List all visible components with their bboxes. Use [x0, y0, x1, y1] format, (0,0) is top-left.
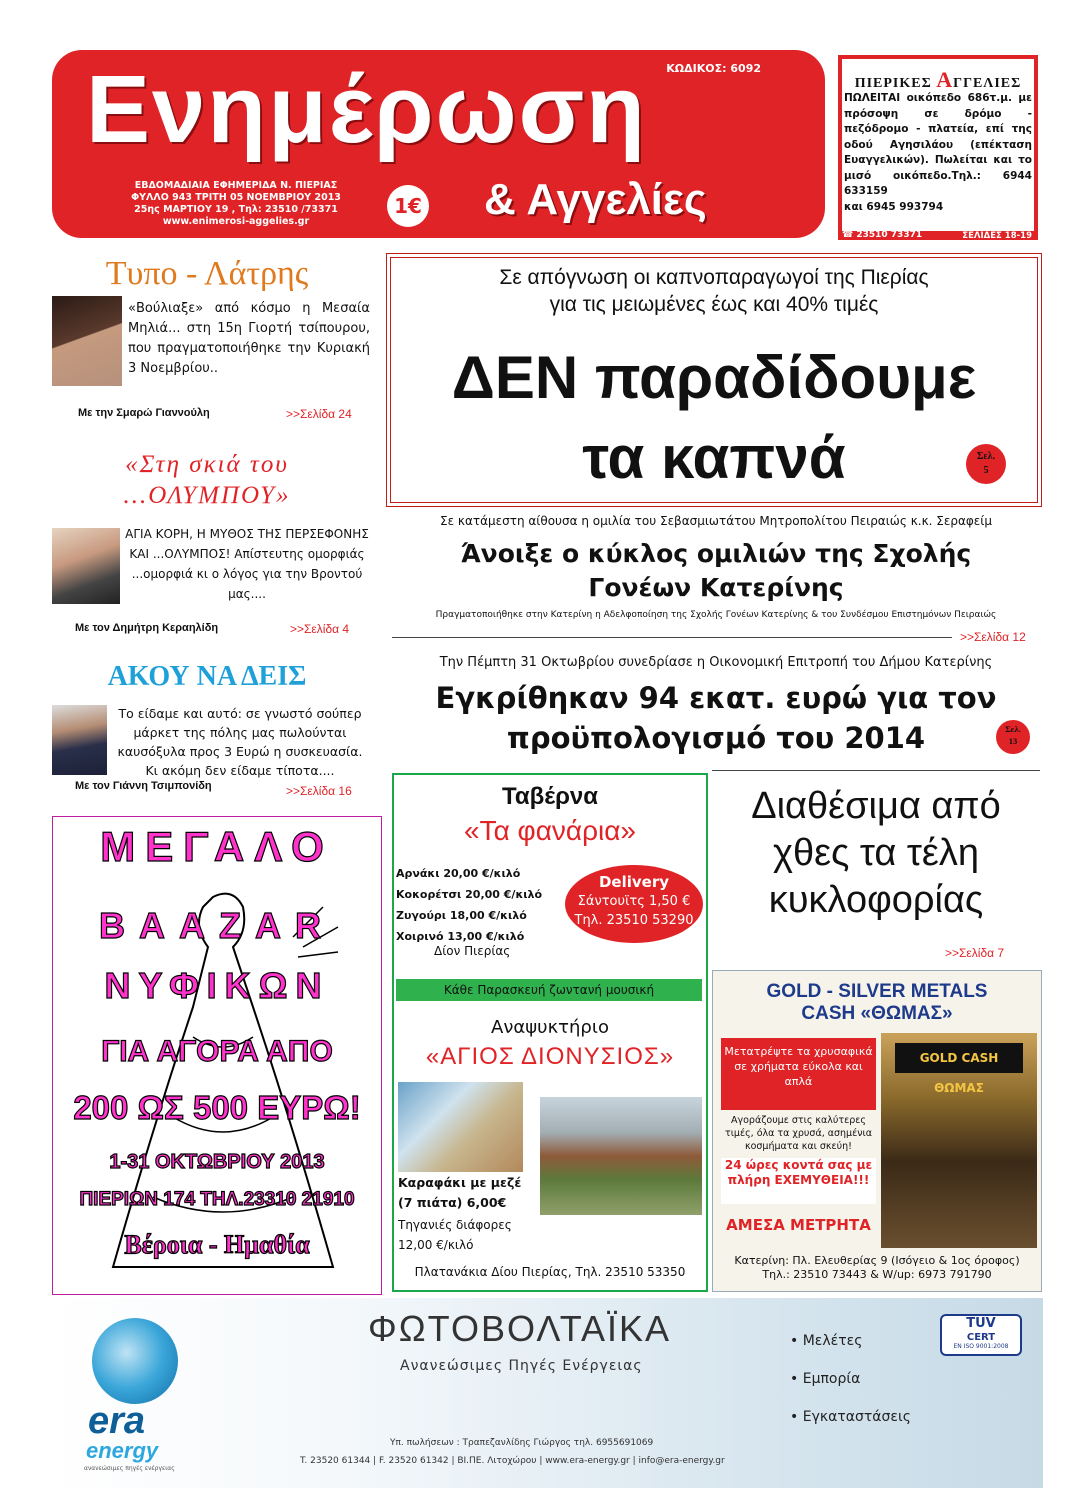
- author-photo: [52, 296, 122, 386]
- story2-note: Πραγματοποιήθηκε στην Κατερίνη η Αδελφοποίηση της Σχολής Γονέων Κατερίνης & του Συνδέσμου Επιστημόνων Πειραιώς: [435, 610, 997, 620]
- divider: [712, 770, 1040, 771]
- price-badge: 1€: [387, 185, 429, 227]
- bazaar-line: BAAZAR: [99, 905, 335, 946]
- info-line: ΕΒΔΟΜΑΔΙΑΙΑ ΕΦΗΜΕΡΙΔΑ Ν. ΠΙΕΡΙΑΣ: [134, 180, 338, 191]
- phone-line: Τηλ.: 23510 73443 & W/up: 6973 791790: [762, 1268, 992, 1281]
- column-text: ΑΓΙΑ ΚΟΡΗ, Η ΜΥΘΟΣ ΤΗΣ ΠΕΡΣΕΦΟΝΗΣ ΚΑΙ ...ΟΛΥΜΠΟΣ! Απίστευτης ομορφιάς ...ομορφιά κι ο λόγος για την Βροντού μας....: [125, 527, 369, 601]
- lead-page-badge[interactable]: [966, 444, 1006, 484]
- headline-line: τα καπνά: [582, 424, 846, 491]
- shop-sign: GOLD CASH ΘΩΜΑΣ: [895, 1043, 1023, 1073]
- heading-part: ΓΓΕΛΙΕΣ: [953, 76, 1022, 91]
- bazaar-line: ΝΥΦΙΚΩΝ: [104, 965, 330, 1006]
- title-line: ...ΟΛΥΜΠΟΥ»: [123, 482, 291, 509]
- newspaper-subtitle: & Αγγελίες: [484, 175, 707, 224]
- lead-story-frame: [390, 257, 1038, 503]
- cafe-photo: [540, 1097, 702, 1215]
- column-text: «Βούλιαξε» από κόσμο η Μεσαία Μηλιά... στη 15η Γιορτή τσίπουρου, που πραγματοποιήθηκε την Κυριακή 3 Νοεμβρίου..: [128, 301, 370, 376]
- kicker-line: για τις μειωμένες έως και 40% τιμές: [549, 293, 879, 316]
- sales-contact: Υπ. πωλήσεων : Τραπεζανλίδης Γιώργος τηλ. 6955691069: [390, 1438, 654, 1448]
- badge-page: 5: [983, 465, 989, 476]
- story3-page-badge[interactable]: [996, 720, 1030, 754]
- taverna-ad: [392, 773, 708, 1292]
- tuv-cert-badge: [940, 1314, 1022, 1356]
- logo-tagline: ανανεώσιμες πηγές ενέργειας: [84, 1465, 175, 1472]
- gold-title: [713, 981, 1041, 1025]
- cert-standard: EN ISO 9001:2008: [953, 1343, 1009, 1350]
- bazaar-price-range: 200 ΩΣ 500 ΕΥΡΩ!: [73, 1089, 361, 1126]
- banner-subtitle: Ανανεώσιμες Πηγές Ενέργειας: [400, 1358, 643, 1374]
- bazaar-address: ΠΙΕΡΙΩΝ 174 ΤΗΛ.23310 21910: [79, 1189, 355, 1210]
- headline-line: Άνοιξε ο κύκλος ομιλιών της Σχολής: [460, 539, 972, 568]
- offer-karafaki: Καραφάκι με μεζέ (7 πιάτα) 6,00€: [398, 1175, 522, 1210]
- issue-code: ΚΩΔΙΚΟΣ: 6092: [666, 62, 761, 75]
- newspaper-title: Ενημέρωση: [86, 56, 647, 163]
- drinks-photo: [398, 1082, 523, 1172]
- phone-number: 23510 73371: [856, 230, 923, 240]
- service-item: • Εγκαταστάσεις: [790, 1398, 911, 1436]
- gold-address: [717, 1254, 1037, 1282]
- taverna-title: Ταβέρνα: [501, 783, 599, 810]
- page-reference[interactable]: >>Σελίδα 12: [960, 630, 1026, 644]
- gold-cash-ad: [712, 970, 1042, 1292]
- story3-kicker: Την Πέμπτη 31 Οκτωβρίου συνεδρίασε η Οικονομική Επιτροπή του Δήμου Κατερίνης: [439, 655, 993, 670]
- headline-line: Εγκρίθηκαν 94 εκατ. ευρώ για τον: [435, 681, 997, 715]
- divider: [392, 637, 952, 638]
- menu-item: Κοκορέτσι 20,00 €/κιλό: [396, 888, 543, 901]
- classifieds-inner: [842, 59, 1034, 231]
- taverna-menu: [396, 863, 571, 947]
- bazaar-city: Βέροια - Ημαθία: [124, 1230, 310, 1259]
- cert-label: CERT: [966, 1332, 996, 1343]
- banner-title: ΦΩΤΟΒΟΛΤΑΪΚΑ: [368, 1308, 672, 1349]
- logo-era: era: [88, 1400, 146, 1442]
- story4-headline: Διαθέσιμα από χθες τα τέλη κυκλοφορίας: [751, 785, 1001, 921]
- info-line: ΦΥΛΛΟ 943 ΤΡΙΤΗ 05 ΝΟΕΜΒΡΙΟΥ 2013: [131, 192, 341, 203]
- page-reference[interactable]: >>Σελίδα 16: [286, 784, 352, 798]
- phone-icon: ☎: [842, 230, 857, 240]
- taverna-location: Δίον Πιερίας: [434, 944, 511, 958]
- classifieds-heading: [842, 67, 1034, 93]
- masthead: [52, 50, 825, 238]
- menu-item: Χοιρινό 13,00 €/κιλό: [396, 930, 525, 943]
- gold-promo: Μετατρέψτε τα χρυσαφικά σε χρήματα εύκολα και απλά: [721, 1038, 876, 1110]
- services-list: [790, 1322, 911, 1436]
- classifieds-pages: ΣΕΛΙΔΕΣ 18-19: [962, 231, 1032, 241]
- delivery-badge: [565, 865, 703, 943]
- taverna-name: «Τα φανάρια»: [463, 815, 636, 846]
- column-title-akou: ΑΚΟΥ ΝΑ ΔΕΙΣ: [107, 661, 307, 692]
- service-item: • Εμπορία: [790, 1360, 911, 1398]
- page-reference[interactable]: >>Σελίδα 24: [286, 407, 352, 421]
- badge-page: 13: [1008, 736, 1018, 746]
- menu-item: Αρνάκι 20,00 €/κιλό: [396, 867, 521, 880]
- lead-story: [386, 253, 1042, 507]
- title-line: «Στη σκιά του: [125, 451, 289, 478]
- column-title-typo: Τυπο - Λάτρης: [105, 255, 309, 292]
- gold-title-line: GOLD - SILVER METALS: [766, 981, 988, 1002]
- classifieds-phone: [842, 230, 932, 240]
- classifieds-text: [844, 91, 1032, 215]
- page-reference[interactable]: >>Σελίδα 7: [945, 946, 1005, 960]
- gold-title-line: CASH «ΘΩΜΑΣ»: [801, 1003, 953, 1024]
- service-item: • Μελέτες: [790, 1322, 911, 1360]
- logo-energy: energy: [86, 1438, 159, 1463]
- classifieds-box: [838, 55, 1038, 240]
- headline-line: ΔΕΝ παραδίδουμε: [451, 344, 977, 411]
- contact-line: T. 23520 61344 | F. 23520 61342 | ΒΙ.ΠΕ. Λιτοχώρου | www.era-energy.gr | info@era-energy.gr: [300, 1456, 725, 1466]
- headline-line: προϋπολογισμό του 2014: [506, 721, 926, 755]
- cert-label: TÜV: [966, 1316, 996, 1331]
- author-photo: [52, 705, 107, 775]
- page-reference[interactable]: >>Σελίδα 4: [290, 622, 350, 636]
- issue-info: [86, 180, 386, 228]
- delivery-label: Delivery: [598, 873, 670, 891]
- bazaar-dates: 1-31 ΟΚΤΩΒΡΙΟΥ 2013: [109, 1151, 325, 1173]
- cafe-address: Πλατανάκια Δίου Πιερίας, Τηλ. 23510 53350: [414, 1265, 686, 1279]
- badge-label: Σελ.: [976, 451, 996, 462]
- era-energy-banner: [50, 1298, 1043, 1488]
- gold-text: Αγοράζουμε στις καλύτερες τιμές, όλα τα χρυσά, ασημένια κοσμήματα και σκεύη!: [724, 1115, 873, 1152]
- live-music-banner: Κάθε Παρασκευή ζωντανή μουσική: [396, 979, 702, 1001]
- address-line: Κατερίνη: Πλ. Ελευθερίας 9 (Ισόγειο & 1ος όροφος): [734, 1254, 1020, 1267]
- badge-label: Σελ.: [1005, 724, 1021, 734]
- cafe-name: «ΑΓΙΟΣ ΔΙΟΝΥΣΙΟΣ»: [425, 1043, 675, 1070]
- info-line: 25ης ΜΑΡΤΙΟΥ 19 , Τηλ: 23510 /73371: [134, 204, 338, 215]
- bazaar-ad: [52, 816, 382, 1295]
- story2-headline: [392, 537, 1040, 605]
- ad-body-phone: και 6945 993794: [844, 200, 944, 213]
- byline: Με τον Γιάννη Τσιμπονίδη: [75, 780, 212, 792]
- column-text: Το είδαμε και αυτό: σε γνωστό σούπερ μάρκετ της πόλης μας πωλούνται καυσόξυλα προς 3 Ευρώ η συσκευασία. Κι ακόμη δεν είδαμε τίποτα....: [117, 706, 363, 778]
- lead-kicker: [391, 264, 1037, 318]
- website-link[interactable]: www.enimerosi-aggelies.gr: [162, 216, 310, 227]
- shop-photo: [881, 1033, 1037, 1248]
- menu-item: Ζυγούρι 18,00 €/κιλό: [396, 909, 527, 922]
- gold-hours: 24 ώρες κοντά σας με πλήρη ΕΧΕΜΥΘΕΙΑ!!!: [721, 1158, 876, 1204]
- offer-tiganies: Τηγανιές διάφορες 12,00 €/κιλό: [398, 1218, 512, 1252]
- column-title-skia: [52, 449, 362, 511]
- heading-letter: Α: [936, 67, 954, 92]
- delivery-offer: Σάντουϊτς 1,50 €: [577, 894, 691, 909]
- cafe-label: Αναψυκτήριο: [491, 1017, 609, 1038]
- delivery-phone: Τηλ. 23510 53290: [574, 913, 694, 928]
- heading-part: ΠΙΕΡΙΚΕΣ: [854, 76, 932, 91]
- author-photo: [52, 528, 120, 604]
- ad-body: ΠΩΛΕΙΤΑΙ οικόπεδο 686τ.μ. με πρόσοψη σε δρόμο - πεζόδρομο - πλατεία, επί της οδού Αγησιλάου (επέκταση Ευαγγελικών). Πωλείται και το μισό οικόπεδο.Τηλ.: 6944 633159: [844, 92, 1032, 197]
- globe-icon: [92, 1318, 178, 1404]
- headline-line: Γονέων Κατερίνης: [588, 573, 844, 602]
- lead-headline: [391, 338, 1037, 498]
- bazaar-line: ΓΙΑ ΑΓΟΡΑ ΑΠΟ: [101, 1035, 333, 1068]
- bazaar-headline: ΜΕΓΑΛΟ: [100, 823, 334, 870]
- kicker-line: Σε απόγνωση οι καπνοπαραγωγοί της Πιερίας: [499, 266, 929, 289]
- gold-cash: ΑΜΕΣΑ ΜΕΤΡΗΤΑ: [726, 1216, 871, 1234]
- story3-headline: [392, 678, 1040, 758]
- byline: Με τον Δημήτρη Κεραηλίδη: [75, 622, 219, 634]
- byline: Με την Σμαρώ Γιαννούλη: [78, 407, 210, 419]
- story2-kicker: Σε κατάμεστη αίθουσα η ομιλία του Σεβασμιωτάτου Μητροπολίτου Πειραιώς κ.κ. Σεραφείμ: [440, 514, 992, 528]
